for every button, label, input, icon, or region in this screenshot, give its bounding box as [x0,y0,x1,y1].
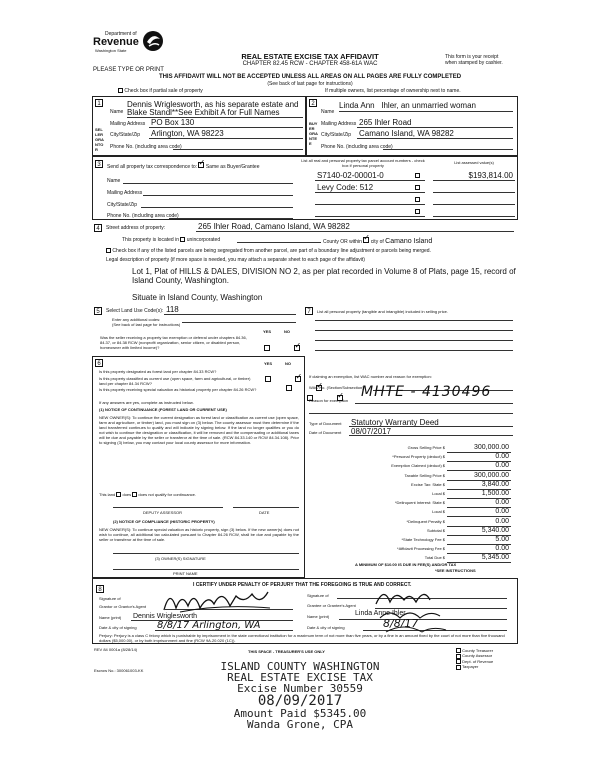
dept-line1: Department of [105,31,137,37]
notice1-title: (1) NOTICE OF CONTINUANCE (FOREST LAND OR CURRENT USE) [99,407,227,412]
parcel-1: S7140-02-00001-0 [317,171,384,180]
buyer-city: Camano Island, WA 98282 [359,129,454,138]
city-of-checkbox[interactable] [363,237,369,243]
buyer-side-label: BUYER GRANTEE [309,121,318,146]
seller-section [92,96,306,156]
s5-no-checkbox[interactable] [294,345,300,351]
please-type: PLEASE TYPE OR PRINT [93,67,164,73]
grantee-agent-label: Grantee or Grantee's Agent [307,603,356,608]
does-not-label: does not qualify for continuance. [138,492,197,497]
exemption-claim: If claiming an exemption, list WAC number and reason for exemption: [309,374,432,379]
s5-question: Was the seller receiving a property tax exemption or deferral under chapters 84.36, 84.37, or 84.38 RCW (nonprofit organization, senior citizen, or disabled person, homeowner with limited income)? [100,335,247,350]
grantor-agent-label: Grantor or Grantor's Agent [99,604,147,609]
s6-q1-yes-checkbox[interactable] [265,376,271,382]
seller-city: Arlington, WA 98223 [151,129,224,138]
does-label: does [122,492,132,497]
tax-row-value: 0.00 [495,499,509,507]
buyer-name-label: Name [321,109,335,115]
unincorporated-checkbox[interactable] [180,237,185,242]
assessed-header: List assessed value(s) [454,160,494,165]
segregated-label: Check box if any of the listed parcels are being segregated from another parcel, are part of a boundary line adjustment or parcels being merged. [112,248,431,254]
form-chapter: CHAPTER 82.45 RCW - CHAPTER 458-61A WAC [242,61,378,67]
corr-mailing-label: Mailing Address [107,190,143,196]
street-label: Street address of property: [106,225,166,231]
tax-row-label: Total Due $ [424,555,445,561]
legal-label: Legal description of property (if more space is needed, you may attach a separate sheet to each page of the affidavit) [106,257,365,263]
dor-swirl-icon [141,30,165,52]
send-label: Send all property tax correspondence to: [107,164,198,170]
land-use-see-back: (See back of last page for instructions) [112,322,181,327]
seller-mailing: PO Box 130 [151,118,195,127]
located-label: This property is located in [122,237,179,243]
stamp-line1: ISLAND COUNTY WASHINGTON [220,660,380,673]
s6-q1-no-checkbox[interactable] [295,376,301,382]
form-title: REAL ESTATE EXCISE TAX AFFIDAVIT [241,52,379,61]
land-use-section [92,305,305,360]
grantee-name: Linda Anne Ihler [355,610,406,617]
tax-row-value: 0.00 [495,462,509,470]
section3-number: 3 [95,160,103,168]
stamp-line4: 08/09/2017 [257,693,343,709]
s6-q1: Is this property designated as forest land per chapter 84.33 RCW? [99,369,217,374]
seller-mailing-label: Mailing Address [110,121,146,127]
s5-no: NO [284,329,290,334]
see-back: (See back of last page for instructions) [267,81,353,87]
corr-city-label: City/State/Zip [107,202,138,208]
copy-taxpayer [456,664,516,669]
grantor-signature [160,582,280,618]
tax-row-value: 5,340.00 [481,526,509,534]
parcel-3-personal-checkbox[interactable] [415,197,420,202]
corr-name-label: Name [107,178,121,184]
s6-q3: Is this property receiving special valuation as historical property per chapter 84.26 RCW? [99,387,257,392]
type-doc: Statutory Warranty Deed [351,418,439,427]
send-correspondence [107,162,259,170]
notice1-text: NEW OWNER(S): To continue the current designation as forest land or classification as current use (open space, farm and agriculture, or timber) land, you must sign on (3) below. The county assessor must then determine if the land transferred continues to qualify and will indicate by signing below. If the land no longer qualifies or you do not wish to continue the designation or classification, it will be removed and the compensating or additional taxes will be due and payable by the seller or transferor at the time of sale. (RCW 84.33.140 or RCW 84.34.108). Prior to signing (3) below, you may contact your local county assessor for more information. [99,415,299,445]
grantor-sig-label: Signature of [99,596,121,601]
date-doc-label: Date of Document [309,430,342,435]
see-instructions: *SEE INSTRUCTIONS [435,568,476,573]
land-qualify [99,492,196,497]
seller-name-label: Name [110,109,124,115]
s6-no: NO [285,361,291,366]
parcel-2-personal-checkbox[interactable] [415,185,420,190]
s6-yes: YES [264,361,273,366]
seller-name-line2: Blake Standl**See Exhibit A for Full Names [127,108,280,117]
tax-row-label: *Delinquent Interest: State $ [394,500,445,506]
grantee-signature [370,582,460,642]
copy-treasurer-label: County Treasurer [462,648,494,653]
reason-handwritten: MHTE - 4130496 [361,384,492,400]
seller-side-label: SELLER GRANTOR [95,127,104,152]
grantor-name-label: Name (print) [99,615,122,620]
certify: I CERTIFY UNDER PENALTY OF PERJURY THAT THE FOREGOING IS TRUE AND CORRECT. [193,582,412,588]
copy-taxpayer-checkbox[interactable] [456,665,461,670]
seller-phone-label: Phone No. (including area code) [110,144,182,150]
notice2-text: NEW OWNER(S): To continue special valuation as historic property, sign (3) below. If the new owner(s) does not wish to continue, all additional tax calculated pursuant to Chapter 84.26 RCW, shall be due and payable by the seller or transferor at the time of sale. [99,527,299,542]
copy-list [456,648,516,670]
city-name: Camano Island [385,238,433,245]
buyer-name: Linda Ann Ihler, an unmarried woman [339,101,476,110]
same-as-buyer-checkbox[interactable] [198,162,204,168]
tax-row-value: 5,345.00 [481,554,509,562]
buyer-city-label: City/State/Zip [321,132,352,138]
rev-number: REV 84 0001a (8/28/14) [94,647,138,652]
copy-taxpayer-label: Taxpayer [462,664,479,670]
notice2-title: (2) NOTICE OF COMPLIANCE (HISTORIC PROPERTY) [113,519,215,524]
receipt-note-1: This form is your receipt [445,54,499,60]
same-as-label: Same as Buyer/Grantee [205,164,260,170]
county-or-within-label: County OR within [323,239,362,245]
tax-row-label: Excise Tax: State $ [411,481,445,487]
receipt-note-2: when stamped by cashier. [445,60,503,66]
buyer-section [306,96,518,156]
s6-q2-yes-checkbox[interactable] [286,385,292,391]
section5-number: 5 [94,307,102,315]
tax-row-label: Subtotal $ [426,527,445,533]
date-doc: 08/07/2017 [351,427,392,436]
s5-yes-checkbox[interactable] [264,345,270,351]
copy-dor-label: Dept. of Revenue [462,658,494,664]
parcel-1-personal-checkbox[interactable] [415,173,420,178]
land-use-label: Select Land Use Code(s): [106,308,164,314]
continuance-section [92,356,305,578]
tax-row-value: 1,500.00 [481,490,509,497]
segregated [106,248,431,254]
grantee-name-label: Name (print) [307,614,330,619]
tax-row-label: Taxable Selling Price $ [404,472,445,478]
unincorporated-label: unincorporated [186,237,221,243]
segregated-checkbox[interactable] [106,248,111,253]
dept-line2: Revenue [93,36,139,48]
wac-label: WAC No. (Section/Subsection) [309,385,364,390]
grantor-name: Dennis Wriglesworth [133,613,198,620]
s5-yes: YES [263,329,272,334]
section7-number: 7 [305,307,313,315]
tax-row-label: *Affidavit Processing Fee $ [397,546,445,552]
seller-section-number: 1 [95,99,103,107]
grantor-date: 8/8/17 Arlington, WA [157,620,261,631]
tax-row-value: 300,000.00 [473,444,509,451]
tax-row-label: Local $ [432,491,445,496]
corr-phone-label: Phone No. (including area code) [107,213,179,219]
legal-line3: Situate in Island County, Washington [132,293,263,302]
additional-codes: Enter any additional codes: [112,317,161,322]
type-doc-label: Type of Document [309,421,342,426]
levy-code: Levy Code: 512 [317,183,374,192]
stamp-line3: Excise Number 30559 [237,682,363,695]
county-or-within [323,237,432,246]
partial-sale-checkbox[interactable] [118,88,123,93]
stamp-line5: Amount Paid $5345.00 [233,707,367,720]
section8-number: 8 [96,585,104,593]
tax-row-value: 0.00 [495,508,509,516]
partial-sale [118,88,203,94]
owner-signature: (3) OWNER(S) SIGNATURE [155,556,206,561]
tax-row-label: Gross Selling Price $ [407,445,445,450]
tax-row-label: *State Technology Fee $ [401,537,445,542]
parcel-4-personal-checkbox[interactable] [415,209,420,214]
tax-row-value: 3,840.00 [481,480,509,488]
grantee-sig-label: Signature of [307,593,329,598]
s6-q2: Is this property classified as current use (open space, farm and agricultural, or timber) land per chapter 84.34 RCW? [99,376,251,386]
dept-line3: Washington State [95,48,127,53]
city-of-label: city of [370,239,384,245]
seller-name-line1: Dennis Wriglesworth, as his separate estate and [127,100,299,109]
located-in [122,237,220,243]
legal-line2: Island County, Washington. [132,276,229,285]
buyer-phone-label: Phone No. (including area code) [321,144,393,150]
perjury: Perjury: Perjury is a class C felony which is punishable by imprisonment in the state correctional institution for a maximum term of not more than five years, or by a fine in an amount fixed by the court of not more than five thousand dollars ($5,000.00), or by both imprisonment and fine (RCW 9A.20.020 (1C)). [99,633,505,643]
stamp-line6: Wanda Grone, CPA [247,718,353,731]
multiple-owners: If multiple owners, list percentage of ownership next to name. [325,88,461,94]
s6-any-yes: If any answers are yes, complete as instructed below. [99,400,194,405]
does-checkbox[interactable] [116,492,121,497]
copy-assessor-label: County Assessor [462,653,493,659]
escrow-number: Escrow No.: 300061003-KK [94,668,144,673]
reason-label: Reason for exemption [309,398,349,403]
section6-number: 6 [95,359,103,367]
exemption-section [305,305,518,578]
grantee-date: 8/8/17 [383,617,419,630]
tax-row-value: 300,000.00 [473,471,509,479]
land-label: This land [99,492,116,497]
personal-property-label: List all personal property (tangible and intangible) included in selling price. [317,309,448,314]
parcel-header: List all real and personal property tax parcel account numbers - check box if personal property [301,158,425,168]
tax-row-label: Exemption Claimed (deduct) $ [391,463,445,469]
warning: THIS AFFIDAVIT WILL NOT BE ACCEPTED UNLESS ALL AREAS ON ALL PAGES ARE FULLY COMPLETED [158,74,462,80]
buyer-section-number: 2 [309,99,317,107]
assessed-1: $193,814.00 [468,171,513,180]
legal-line1: Lot 1, Plat of HILLS & DALES, DIVISION NO 2, as per plat recorded in Volume 8 of Plats, page 15, record of [132,267,516,276]
tax-row-value: 0.00 [495,517,509,525]
does-not-checkbox[interactable] [132,492,137,497]
street-address: 265 Ihler Road, Camano Island, WA 98282 [198,222,350,231]
tax-row-value: 0.00 [495,545,509,553]
buyer-mailing: 265 Ihler Road [359,118,412,127]
tax-row-label: *Personal Property (deduct) $ [392,454,445,460]
grantor-date-label: Date & city of signing [99,625,137,630]
section4-number: 4 [94,224,102,232]
tax-row-value: 0.00 [495,453,509,461]
buyer-mailing-label: Mailing Address [321,121,357,127]
stamp-line2: REAL ESTATE EXCISE TAX [227,671,373,684]
tax-row-label: Local $ [432,509,445,515]
treasurer-stamp [180,661,420,730]
land-use-code: 118 [166,305,179,314]
minimum-fee: A MINIMUM OF $10.00 IS DUE IN FEE(S) AND/OR TAX [355,562,457,567]
treasurer-use: THIS SPACE - TREASURER'S USE ONLY [248,649,325,654]
grantee-date-label: Date & city of signing [307,625,345,630]
print-name: PRINT NAME [173,571,198,576]
seller-city-label: City/State/Zip [110,132,141,138]
deputy-date: DATE [259,510,270,515]
property-section [92,220,518,305]
dor-logo [93,30,173,70]
correspondence-section [92,156,518,220]
deputy-assessor: DEPUTY ASSESSOR [143,510,183,515]
tax-row-value: 5.00 [495,536,509,543]
tax-row-label: *Delinquent Penalty $ [406,518,445,524]
partial-sale-label: Check box if partial sale of property [124,88,203,94]
